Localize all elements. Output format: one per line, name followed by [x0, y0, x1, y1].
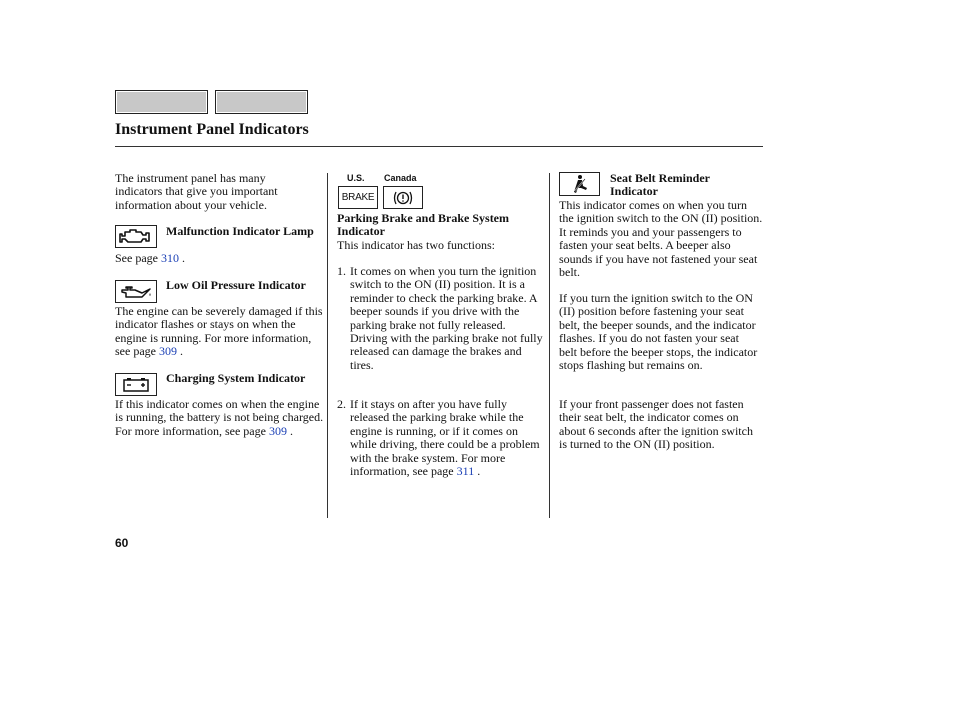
- page-link-309-charging[interactable]: 309: [268, 423, 287, 438]
- column-divider-1: [327, 173, 328, 518]
- brake-heading: Parking Brake and Brake System Indicator: [337, 211, 510, 239]
- oil-paragraph: The engine can be severely damaged if this indicator flashes or stays on when the engine is running. For more information, see page 309 .: [115, 304, 323, 359]
- seat-belt-icon: [559, 172, 600, 196]
- malfunction-see-page: See page 310 .: [115, 251, 185, 265]
- column-divider-2: [549, 173, 550, 518]
- charging-heading: Charging System Indicator: [166, 371, 306, 385]
- nav-button-next[interactable]: [215, 90, 308, 114]
- seatbelt-paragraph-1: This indicator comes on when you turn the ignition switch to the ON (II) position. It reminds you and your passengers to fasten your seat belts. A beeper also sounds if you have not fastened your seat belt.: [559, 198, 763, 280]
- seatbelt-paragraph-2: If you turn the ignition switch to the ON (II) position before fastening your seat belt, the beeper sounds, and the indicator flashes. If you do not fasten your seat belt before the beeper stops, the indicator stops flashing but remains on.: [559, 291, 758, 373]
- list-item: 2. If it stays on after you have fully released the parking brake while the engine is running, or if it comes on while driving, there could be a problem with the brake system. For more information, see page 311 .: [337, 397, 540, 479]
- check-engine-icon: [115, 225, 157, 248]
- page-link-309-oil[interactable]: 309: [158, 344, 177, 359]
- page-link-311[interactable]: 311: [456, 464, 475, 479]
- intro-paragraph: The instrument panel has many indicators that give you important information about your vehicle.: [115, 171, 278, 212]
- page-link-310[interactable]: 310: [160, 251, 179, 265]
- title-rule: [115, 146, 763, 147]
- label-canada: Canada: [384, 173, 417, 183]
- battery-icon: [115, 373, 157, 396]
- brake-intro: This indicator has two functions:: [337, 238, 495, 252]
- oil-heading: Low Oil Pressure Indicator: [166, 278, 306, 292]
- seatbelt-paragraph-3: If your front passenger does not fasten their seat belt, the indicator comes on about 6 seconds after the ignition switch is turned to the ON (II) position.: [559, 397, 753, 452]
- malfunction-heading: Malfunction Indicator Lamp: [166, 224, 314, 238]
- seatbelt-heading: Seat Belt Reminder Indicator: [610, 171, 710, 199]
- page-number: 60: [115, 536, 129, 550]
- oil-can-icon: [115, 280, 157, 303]
- page-title: Instrument Panel Indicators: [115, 121, 309, 138]
- list-item: 1. It comes on when you turn the ignition switch to the ON (II) position. It is a reminder to check the parking brake. A beeper sounds if you drive with the parking brake not fully released. Driving with the parking brake not fully released can damage the brakes and tires.: [337, 264, 543, 372]
- label-us: U.S.: [347, 173, 365, 183]
- charging-paragraph: If this indicator comes on when the engine is running, the battery is not being charged. For more information, see page 309 .: [115, 397, 324, 438]
- brake-text-icon: BRAKE: [338, 186, 378, 209]
- nav-button-previous[interactable]: [115, 90, 208, 114]
- brake-warning-icon: [383, 186, 423, 209]
